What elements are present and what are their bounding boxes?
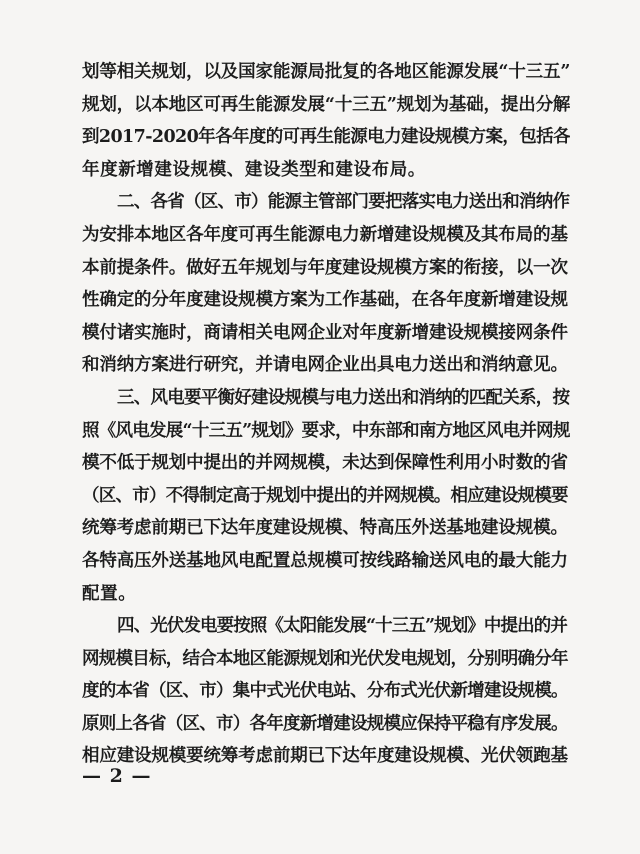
text-line: 网规模目标，结合本地区能源规划和光伏发电规划，分别明确分年 [82, 648, 568, 669]
body-text [82, 56, 570, 773]
text-line: 模付诸实施时，商请相关电网企业对年度新增建设规模接网条件 [82, 322, 568, 343]
paragraph-first-line: 四、光伏发电要按照《太阳能发展“十三五”规划》中提出的并 [117, 616, 567, 637]
text-line: 各特高压外送基地风电配置总规模可按线路输送风电的最大能力 [82, 550, 568, 571]
text-line: 到2017-2020年各年度的可再生能源电力建设规模方案，包括各 [82, 127, 570, 148]
text-line: 原则上各省（区、市）各年度新增建设规模应保持平稳有序发展。 [82, 713, 568, 734]
text-line: 相应建设规模要统筹考虑前期已下达年度建设规模、光伏领跑基 [82, 746, 568, 767]
text-line: 照《风电发展“十三五”规划》要求，中东部和南方地区风电并网规 [82, 420, 570, 441]
page-number: — 2 — [82, 765, 152, 787]
text-line: （区、市）不得制定高于规划中提出的并网规模。相应建设规模要 [82, 485, 568, 506]
paragraph-first-line: 三、风电要平衡好建设规模与电力送出和消纳的匹配关系，按 [117, 387, 570, 408]
text-line: 和消纳方案进行研究，并请电网企业出具电力送出和消纳意见。 [82, 355, 568, 376]
text-line: 规划，以本地区可再生能源发展“十三五”规划为基础，提出分解 [82, 94, 570, 115]
text-line: 统筹考虑前期已下达年度建设规模、特高压外送基地建设规模。 [82, 518, 568, 539]
text-line: 本前提条件。做好五年规划与年度建设规模方案的衔接，以一次 [82, 257, 568, 278]
text-line: 年度新增建设规模、建设类型和建设布局。 [82, 159, 426, 180]
text-line: 度的本省（区、市）集中式光伏电站、分布式光伏新增建设规模。 [82, 681, 568, 702]
text-line: 为安排本地区各年度可再生能源电力新增建设规模及其布局的基 [82, 224, 568, 245]
text-line: 配置。 [82, 583, 137, 604]
text-line: 划等相关规划，以及国家能源局批复的各地区能源发展“十三五” [82, 62, 570, 82]
paragraph-first-line: 二、各省（区、市）能源主管部门要把落实电力送出和消纳作 [117, 192, 570, 213]
text-line: 性确定的分年度建设规模方案为工作基础，在各年度新增建设规 [82, 290, 568, 311]
text-line: 模不低于规划中提出的并网规模，未达到保障性利用小时数的省 [82, 453, 568, 474]
